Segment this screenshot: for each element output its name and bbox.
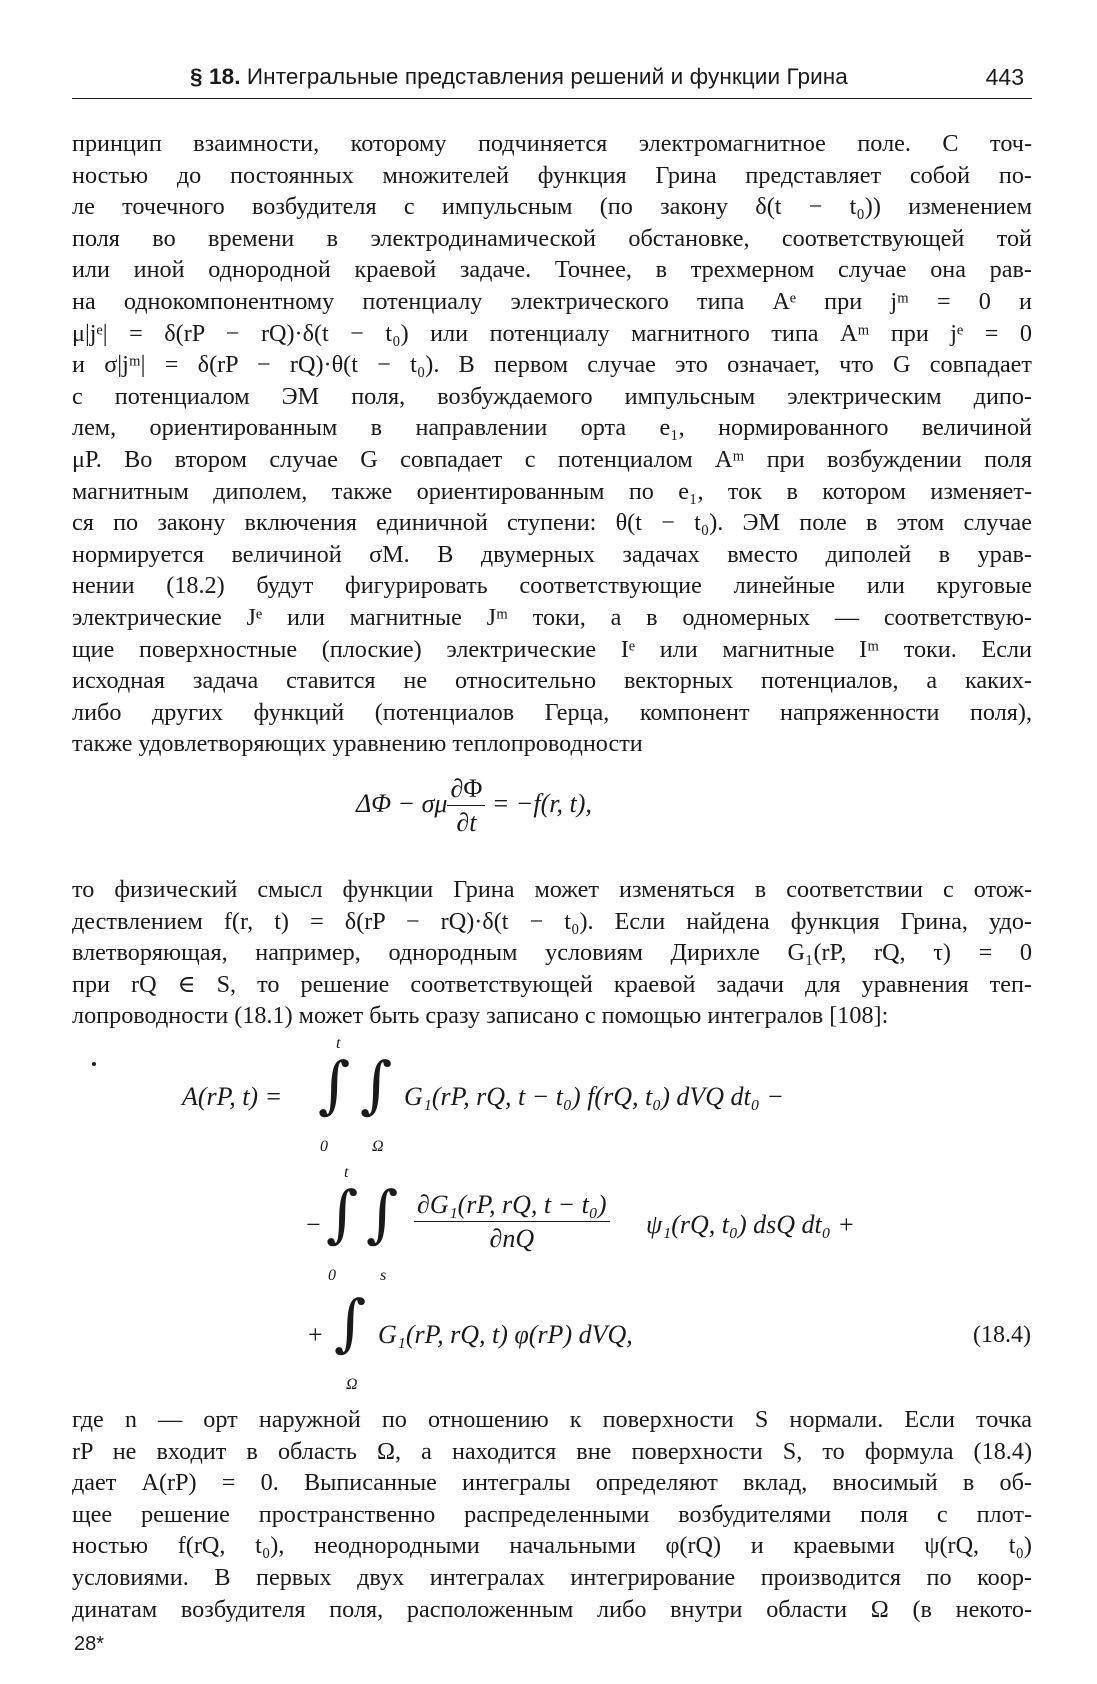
- equation-row-3: G₁(rP, rQ, t) φ(rP) dVQ,: [378, 1320, 633, 1349]
- section-mark: § 18.: [190, 64, 241, 89]
- text-line: при rQ ∈ S, то решение соответствующей краевой задачи для уравнения теп-: [72, 970, 1032, 998]
- integral-sign: ∫: [366, 1177, 399, 1250]
- text-line: дает A(rP) = 0. Выписанные интегралы определяют вклад, вносимый в об-: [72, 1469, 1032, 1497]
- equation-lhs: A(rP, t) =: [182, 1082, 283, 1111]
- scan-speck: [92, 1062, 96, 1066]
- text-line: исходная задача ставится не относительно векторных потенциалов, а каких-: [72, 667, 1032, 695]
- text-line: также удовлетворяющих уравнению теплопроводности: [72, 730, 643, 758]
- fraction-denominator: ∂nQ: [489, 1224, 535, 1253]
- running-header: [72, 58, 1032, 99]
- text-line: μ|jᵉ| = δ(rP − rQ)·δ(t − t₀) или потенциалу магнитного типа Aᵐ при jᵉ = 0: [72, 319, 1032, 347]
- text-line: щее решение пространственно распределенными возбудителями поля с плот-: [72, 1500, 1032, 1528]
- fraction-numerator: ∂Φ: [447, 774, 485, 806]
- integral-domain: s: [380, 1267, 387, 1284]
- fraction-denominator: ∂t: [456, 808, 477, 837]
- fraction-numerator: ∂G₁(rP, rQ, t − t₀): [414, 1190, 610, 1222]
- integral-sign: ∫: [334, 1286, 367, 1359]
- paragraph-3: [72, 1404, 1032, 1625]
- paragraph-1: [72, 128, 1032, 760]
- equation-heat-left: ΔΦ − σμ: [356, 788, 448, 818]
- text-line: и σ|jᵐ| = δ(rP − rQ)·θ(t − t₀). В первом случае это означает, что G совпадает: [72, 351, 1032, 379]
- integral-upper-limit: t: [344, 1164, 349, 1181]
- equation-number: (18.4): [973, 1322, 1031, 1348]
- plus-sign: +: [308, 1320, 323, 1349]
- equation-heat-right: = −f(r, t),: [491, 788, 592, 818]
- text-line: μP. Во втором случае G совпадает с потенциалом Aᵐ при возбуждении поля: [72, 445, 1032, 473]
- text-line: динатам возбудителя поля, расположенным либо внутри области Ω (в некото-: [72, 1595, 1032, 1623]
- text-line: или иной однородной краевой задаче. Точнее, в трехмерном случае она рав-: [72, 256, 1032, 284]
- text-line: электрические Jᵉ или магнитные Jᵐ токи, а в одномерных — соответствую-: [72, 603, 1032, 631]
- text-line: ле точечного возбудителя с импульсным (по закону δ(t − t₀)) изменением: [72, 193, 1032, 221]
- text-line: нении (18.2) будут фигурировать соответствующие линейные или круговые: [72, 572, 1032, 600]
- integral-sign: ∫: [326, 1177, 359, 1250]
- text-line: дествлением f(r, t) = δ(rP − rQ)·δ(t − t₀). Если найдена функция Грина, удо-: [72, 907, 1032, 935]
- minus-sign: −: [306, 1210, 321, 1239]
- text-line: ся по закону включения единичной ступени: θ(t − t₀). ЭМ поле в этом случае: [72, 509, 1032, 537]
- section-heading: [190, 64, 848, 90]
- page-number: 443: [985, 64, 1024, 90]
- integral-lower-limit: 0: [320, 1138, 328, 1155]
- text-line: лопроводности (18.1) может быть сразу записано с помощью интегралов [108]:: [72, 1002, 889, 1030]
- text-line: на однокомпонентному потенциалу электрического типа Aᵉ при jᵐ = 0 и: [72, 287, 1032, 315]
- text-line: нормируется величиной σM. В двумерных задачах вместо диполей в урав-: [72, 540, 1032, 568]
- text-line: где n — орт наружной по отношению к поверхности S нормали. Если точка: [72, 1406, 1032, 1433]
- text-line: принцип взаимности, которому подчиняется электромагнитное поле. С точ-: [72, 130, 1032, 157]
- integral-sign: ∫: [318, 1048, 351, 1121]
- text-line: щие поверхностные (плоские) электрические Iᵉ или магнитные Iᵐ токи. Если: [72, 635, 1032, 663]
- integral-domain: Ω: [372, 1138, 384, 1155]
- text-line: ностью до постоянных множителей функция Грина представляет собой по-: [72, 161, 1032, 189]
- text-line: условиями. В первых двух интегралах интегрирование производится по коор-: [72, 1563, 1032, 1591]
- text-line: rP не входит в область Ω, а находится вне поверхности S, то формула (18.4): [72, 1437, 1032, 1465]
- text-line: магнитным диполем, также ориентированным по e₁, ток в котором изменяет-: [72, 477, 1032, 505]
- paragraph-2: [72, 874, 1032, 1032]
- integral-lower-limit: 0: [328, 1267, 336, 1284]
- text-line: то физический смысл функции Грина может изменяться в соответствии с отож-: [72, 876, 1032, 903]
- fraction: [447, 774, 485, 838]
- signature-mark: 28*: [74, 1633, 105, 1655]
- equation-heat: [356, 774, 592, 838]
- integral-sign: ∫: [360, 1048, 393, 1121]
- text-line: либо других функций (потенциалов Герца, компонент напряженности поля),: [72, 698, 1032, 726]
- text-line: лем, ориентированным в направлении орта e₁, нормированного величиной: [72, 414, 1032, 442]
- text-line: ностью f(rQ, t₀), неоднородными начальными φ(rQ) и краевыми ψ(rQ, t₀): [72, 1532, 1032, 1560]
- equation-row-2: ψ₁(rQ, t₀) dsQ dt₀ +: [646, 1210, 855, 1239]
- integral-upper-limit: t: [336, 1035, 341, 1052]
- integral-domain: Ω: [346, 1376, 358, 1393]
- text-line: с потенциалом ЭМ поля, возбуждаемого импульсным электрическим дипо-: [72, 382, 1032, 410]
- text-line: влетворяющая, например, однородным условиям Дирихле G₁(rP, rQ, τ) = 0: [72, 939, 1032, 967]
- text-line: поля во времени в электродинамической обстановке, соответствующей той: [72, 224, 1032, 252]
- section-title: Интегральные представления решений и функции Грина: [246, 64, 848, 89]
- equation-row-1: G₁(rP, rQ, t − t₀) f(rQ, t₀) dVQ dt₀ −: [404, 1082, 784, 1111]
- fraction: [414, 1190, 610, 1254]
